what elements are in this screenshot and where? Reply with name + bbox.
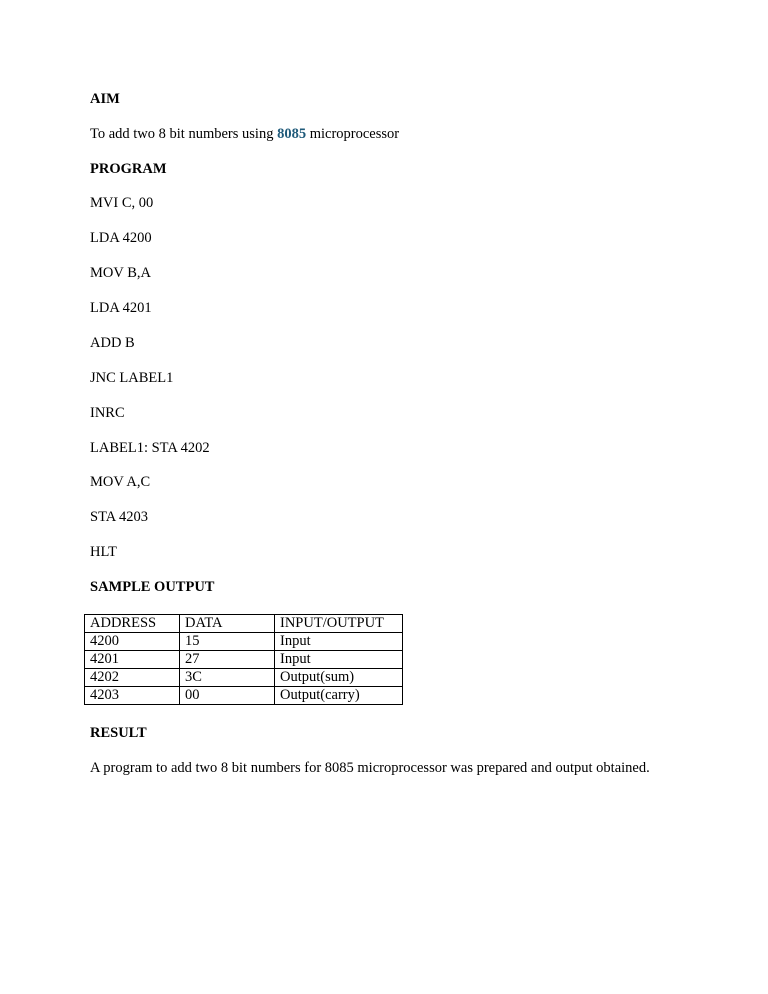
program-line: MOV B,A [90,265,151,281]
aim-text-after: microprocessor [306,126,400,142]
table-cell: Input [275,651,403,669]
table-row [85,633,403,651]
table-cell: 00 [180,687,275,705]
aim-highlight: 8085 [277,126,307,142]
table-cell: 27 [180,651,275,669]
table-cell: 15 [180,633,275,651]
table-row [85,687,403,705]
program-line: STA 4203 [90,509,149,525]
program-line: LABEL1: STA 4202 [90,440,210,456]
program-line: HLT [90,544,117,560]
column-header-address: ADDRESS [85,615,180,633]
table-header-row [85,615,403,633]
table-cell: 3C [180,669,275,687]
table-cell: 4203 [85,687,180,705]
aim-text [90,125,399,143]
program-line: MOV A,C [90,474,151,490]
program-line: INRC [90,405,125,421]
table-cell: Output(carry) [275,687,403,705]
column-header-data: DATA [180,615,275,633]
table-cell: 4202 [85,669,180,687]
table-cell: Output(sum) [275,669,403,687]
aim-heading: AIM [90,91,120,107]
program-line: JNC LABEL1 [90,370,174,386]
result-text: A program to add two 8 bit numbers for 8085 microprocessor was prepared and output obtained. [90,760,650,776]
program-line: ADD B [90,335,135,351]
table-row [85,669,403,687]
column-header-input-output: INPUT/OUTPUT [275,615,403,633]
result-heading: RESULT [90,725,147,741]
table-row [85,651,403,669]
table-cell: Input [275,633,403,651]
sample-output-table [84,614,403,705]
program-line: LDA 4201 [90,300,152,316]
table-cell: 4200 [85,633,180,651]
table-cell: 4201 [85,651,180,669]
sample-output-heading: SAMPLE OUTPUT [90,579,215,595]
program-line: MVI C, 00 [90,195,154,211]
program-line: LDA 4200 [90,230,152,246]
program-heading: PROGRAM [90,161,167,177]
aim-text-before: To add two 8 bit numbers using [90,126,278,142]
